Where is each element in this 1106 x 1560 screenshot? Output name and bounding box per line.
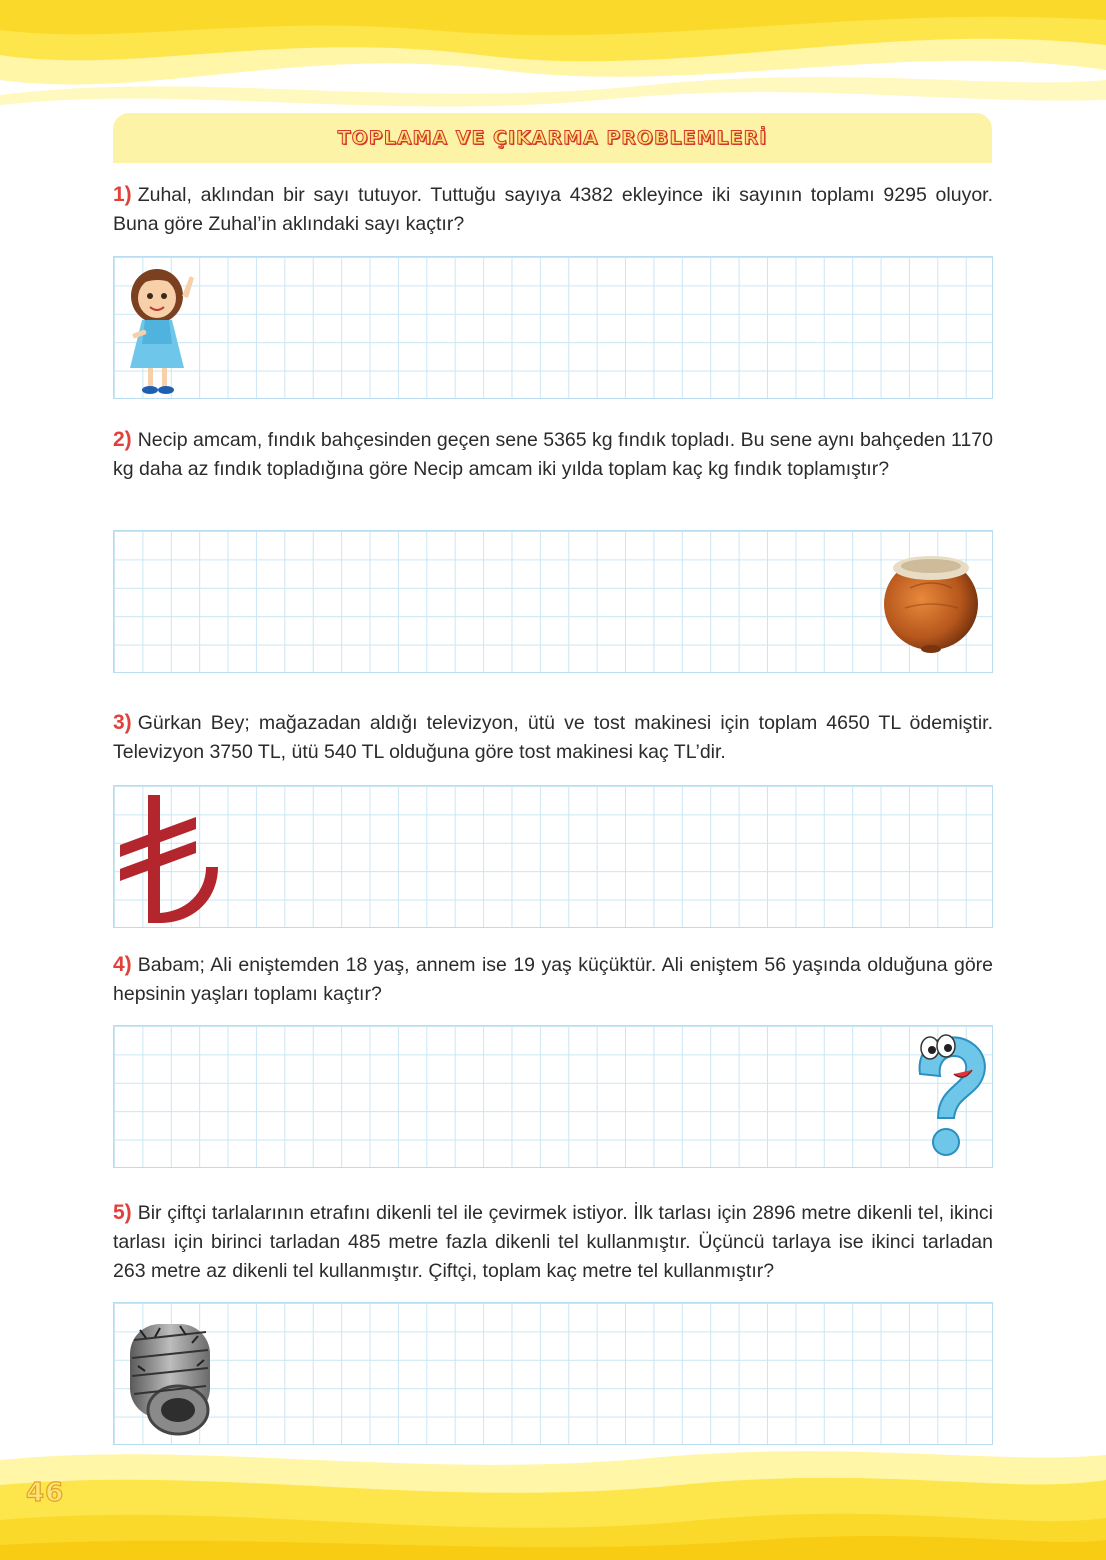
question-number: 5) — [113, 1201, 132, 1224]
question-text: Babam; Ali eniştemden 18 yaş, annem ise 19 yaş küçüktür. Ali eniştem 56 yaşında olduğuna göre hepsinin yaşları toplamı kaçtır? — [113, 954, 993, 1005]
question-3 — [113, 708, 993, 767]
question-1 — [113, 180, 993, 239]
top-wave-decoration — [0, 0, 1106, 110]
question-mark-character — [908, 1030, 996, 1166]
girl-illustration — [112, 256, 202, 401]
page-title: TOPLAMA VE ÇIKARMA PROBLEMLERİ — [337, 127, 768, 149]
question-4 — [113, 950, 993, 1009]
question-5 — [113, 1198, 993, 1286]
question-text: Gürkan Bey; mağazadan aldığı televizyon, ütü ve tost makinesi için toplam 4650 TL ödemiştir. Televizyon 3750 TL, ütü 540 TL olduğuna göre tost makinesi kaç TL’dir. — [113, 712, 993, 763]
question-number: 4) — [113, 953, 132, 976]
question-number: 1) — [113, 183, 132, 206]
title-banner — [113, 113, 992, 163]
answer-grid-4[interactable] — [113, 1025, 993, 1168]
answer-grid-2[interactable] — [113, 530, 993, 673]
turkish-lira-icon — [118, 795, 223, 925]
page-number: 46 — [26, 1478, 65, 1508]
answer-grid-5[interactable] — [113, 1302, 993, 1445]
question-text: Bir çiftçi tarlalarının etrafını dikenli tel ile çevirmek istiyor. İlk tarlası için 2896 metre dikenli tel, ikinci tarlası için birinci tarladan 485 metre fazla dikenli tel kullanmıştır. Üçüncü tarlaya ise ikinci tarladan 263 metre az dikenli tel kullanmıştır. Çiftçi, toplam kaç metre tel kullanmıştır? — [113, 1202, 993, 1282]
answer-grid-1[interactable] — [113, 256, 993, 399]
question-text: Zuhal, aklından bir sayı tutuyor. Tuttuğu sayıya 4382 ekleyince iki sayının toplamı 9295 oluyor. Buna göre Zuhal’in aklındaki sayı kaçtır? — [113, 184, 993, 235]
hazelnut-illustration — [880, 548, 982, 656]
question-number: 2) — [113, 428, 132, 451]
question-2 — [113, 425, 993, 484]
bottom-wave-decoration — [0, 1440, 1106, 1560]
question-text: Necip amcam, fındık bahçesinden geçen sene 5365 kg fındık topladı. Bu sene aynı bahçeden 1170 kg daha az fındık topladığına göre Necip amcam iki yılda toplam kaç kg fındık toplamıştır? — [113, 429, 993, 480]
question-number: 3) — [113, 711, 132, 734]
answer-grid-3[interactable] — [113, 785, 993, 928]
barbed-wire-icon — [120, 1310, 220, 1440]
